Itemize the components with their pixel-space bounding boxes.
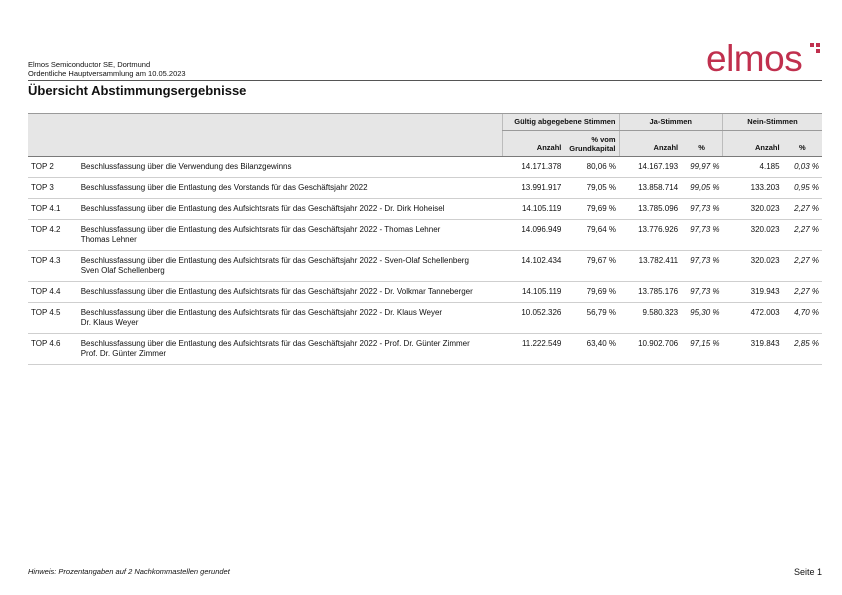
- yes-count: 13.782.411: [619, 251, 681, 282]
- description-line: Beschlussfassung über die Entlastung des Aufsichtsrats für das Geschäftsjahr 2022 - Prof. Dr. Günter Zimmer: [80, 339, 470, 348]
- table-group-header: [28, 114, 822, 131]
- valid-pct: 79,67 %: [564, 251, 619, 282]
- valid-count: 14.096.949: [502, 220, 564, 251]
- yes-count: 13.776.926: [619, 220, 681, 251]
- valid-pct: 79,05 %: [564, 178, 619, 199]
- no-pct: 2,27 %: [783, 251, 822, 282]
- no-pct: 0,03 %: [783, 157, 822, 178]
- header-no-pct: %: [783, 131, 822, 157]
- description-line: Beschlussfassung über die Entlastung des Aufsichtsrats für das Geschäftsjahr 2022 - Sven-Olaf Schellenberg: [80, 256, 469, 265]
- description-line: Beschlussfassung über die Entlastung des Aufsichtsrats für das Geschäftsjahr 2022 - Thomas Lehner: [80, 225, 441, 234]
- valid-pct: 80,06 %: [564, 157, 619, 178]
- header-pct-capital: % vom Grundkapital: [564, 131, 619, 157]
- meeting-date: Ordentliche Hauptversammlung am 10.05.2023: [28, 69, 186, 78]
- agenda-item: TOP 4.1: [28, 199, 78, 220]
- no-pct: 4,70 %: [783, 303, 822, 334]
- table-row: [28, 251, 822, 282]
- table-sub-header: [28, 131, 822, 157]
- resolution-description: [78, 199, 503, 220]
- no-count: 319.943: [723, 282, 783, 303]
- valid-count: 14.171.378: [502, 157, 564, 178]
- page-title: Übersicht Abstimmungsergebnisse: [28, 83, 247, 98]
- agenda-item: TOP 4.5: [28, 303, 78, 334]
- yes-pct: 97,73 %: [681, 199, 722, 220]
- header-divider: [28, 80, 822, 81]
- yes-count: 9.580.323: [619, 303, 681, 334]
- no-pct: 2,27 %: [783, 220, 822, 251]
- agenda-item: TOP 4.4: [28, 282, 78, 303]
- description-subline: Prof. Dr. Günter Zimmer: [80, 349, 167, 358]
- no-pct: 0,95 %: [783, 178, 822, 199]
- valid-pct: 79,64 %: [564, 220, 619, 251]
- yes-count: 13.785.096: [619, 199, 681, 220]
- table-row: [28, 157, 822, 178]
- valid-count: 14.105.119: [502, 282, 564, 303]
- valid-pct: 56,79 %: [564, 303, 619, 334]
- resolution-description: [78, 251, 503, 282]
- logo-dots-icon: [810, 43, 822, 59]
- no-count: 472.003: [723, 303, 783, 334]
- elmos-logo: [706, 40, 822, 80]
- yes-pct: 97,73 %: [681, 220, 722, 251]
- header-no-votes: Nein-Stimmen: [723, 114, 822, 131]
- no-pct: 2,27 %: [783, 282, 822, 303]
- results-table: [28, 113, 822, 365]
- resolution-description: [78, 157, 503, 178]
- description-subline: Sven Olaf Schellenberg: [80, 266, 165, 275]
- company-info: [28, 60, 186, 78]
- company-name: Elmos Semiconductor SE, Dortmund: [28, 60, 151, 69]
- valid-count: 10.052.326: [502, 303, 564, 334]
- header-yes-votes: Ja-Stimmen: [619, 114, 723, 131]
- no-pct: 2,27 %: [783, 199, 822, 220]
- table-row: [28, 178, 822, 199]
- yes-pct: 97,73 %: [681, 282, 722, 303]
- table-body: [28, 157, 822, 365]
- no-count: 133.203: [723, 178, 783, 199]
- resolution-description: [78, 334, 503, 365]
- table-row: [28, 334, 822, 365]
- page-number: Seite 1: [793, 567, 822, 577]
- table-row: [28, 199, 822, 220]
- valid-count: 11.222.549: [502, 334, 564, 365]
- table-row: [28, 282, 822, 303]
- description-line: Beschlussfassung über die Verwendung des Bilanzgewinns: [80, 162, 292, 171]
- no-count: 320.023: [723, 199, 783, 220]
- agenda-item: TOP 3: [28, 178, 78, 199]
- valid-count: 14.102.434: [502, 251, 564, 282]
- no-count: 4.185: [723, 157, 783, 178]
- agenda-item: TOP 4.2: [28, 220, 78, 251]
- valid-count: 13.991.917: [502, 178, 564, 199]
- agenda-item: TOP 4.3: [28, 251, 78, 282]
- resolution-description: [78, 220, 503, 251]
- yes-count: 10.902.706: [619, 334, 681, 365]
- no-count: 320.023: [723, 251, 783, 282]
- table-row: [28, 303, 822, 334]
- agenda-item: TOP 4.6: [28, 334, 78, 365]
- no-count: 319.843: [723, 334, 783, 365]
- header-blank: [28, 114, 502, 131]
- yes-pct: 97,15 %: [681, 334, 722, 365]
- yes-pct: 99,05 %: [681, 178, 722, 199]
- yes-count: 13.785.176: [619, 282, 681, 303]
- valid-pct: 63,40 %: [564, 334, 619, 365]
- resolution-description: [78, 303, 503, 334]
- table-row: [28, 220, 822, 251]
- rounding-note: Hinweis: Prozentangaben auf 2 Nachkommastellen gerundet: [28, 567, 230, 576]
- no-pct: 2,85 %: [783, 334, 822, 365]
- description-subline: Thomas Lehner: [80, 235, 137, 244]
- agenda-item: TOP 2: [28, 157, 78, 178]
- logo-wordmark: elmos: [706, 38, 803, 79]
- description-line: Beschlussfassung über die Entlastung des Aufsichtsrats für das Geschäftsjahr 2022 - Dr. Klaus Weyer: [80, 308, 443, 317]
- valid-pct: 79,69 %: [564, 199, 619, 220]
- description-line: Beschlussfassung über die Entlastung des Aufsichtsrats für das Geschäftsjahr 2022 - Dr. Dirk Hoheisel: [80, 204, 445, 213]
- resolution-description: [78, 178, 503, 199]
- yes-pct: 95,30 %: [681, 303, 722, 334]
- header-yes-pct: %: [681, 131, 722, 157]
- no-count: 320.023: [723, 220, 783, 251]
- header-valid-votes: Gültig abgegebene Stimmen: [502, 114, 619, 131]
- resolution-description: [78, 282, 503, 303]
- yes-count: 13.858.714: [619, 178, 681, 199]
- yes-pct: 99,97 %: [681, 157, 722, 178]
- yes-pct: 97,73 %: [681, 251, 722, 282]
- description-line: Beschlussfassung über die Entlastung des Aufsichtsrats für das Geschäftsjahr 2022 - Dr. Volkmar Tanneberger: [80, 287, 473, 296]
- header-yes-count: Anzahl: [619, 131, 681, 157]
- yes-count: 14.167.193: [619, 157, 681, 178]
- valid-pct: 79,69 %: [564, 282, 619, 303]
- header-no-count: Anzahl: [723, 131, 783, 157]
- valid-count: 14.105.119: [502, 199, 564, 220]
- header-blank-2: [28, 131, 502, 157]
- description-line: Beschlussfassung über die Entlastung des Vorstands für das Geschäftsjahr 2022: [80, 183, 368, 192]
- description-subline: Dr. Klaus Weyer: [80, 318, 139, 327]
- header-count: Anzahl: [502, 131, 564, 157]
